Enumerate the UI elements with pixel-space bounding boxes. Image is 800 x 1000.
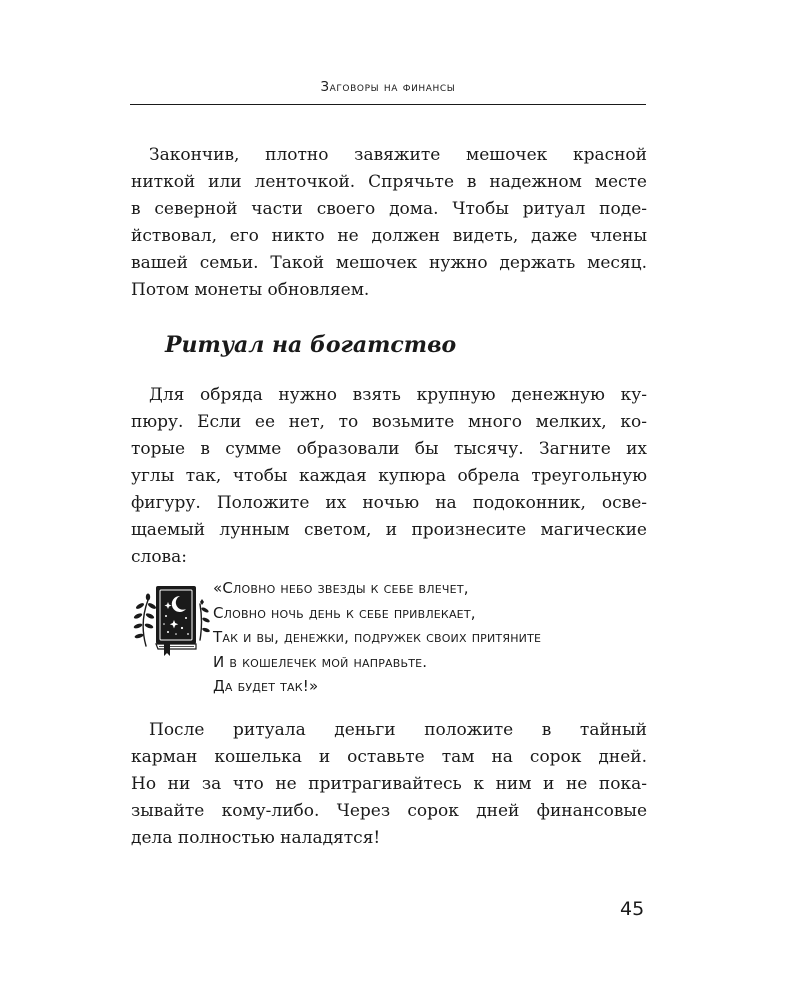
text-line: После ритуала деньги положите в тайный bbox=[149, 720, 647, 740]
text-line: Закончив, плотно завяжите мешочек красной bbox=[149, 145, 647, 165]
text-line: в северной части своего дома. Чтобы ритуал поде- bbox=[131, 199, 647, 219]
verse-line: Так и вы, денежки, подружек своих притяните bbox=[213, 628, 542, 646]
text-line: Для обряда нужно взять крупную денежную ку- bbox=[149, 385, 647, 405]
page-number: 45 bbox=[620, 898, 645, 920]
verse-line: Да будет так!» bbox=[213, 677, 319, 695]
text-line: углы так, чтобы каждая купюра обрела треугольную bbox=[131, 466, 647, 486]
text-line: фигуру. Положите их ночью на подоконник, осве- bbox=[131, 493, 647, 513]
running-head: Заговоры на финансы bbox=[320, 80, 456, 95]
spellbook-icon bbox=[130, 576, 212, 660]
verse-line: Словно ночь день к себе привлекает, bbox=[213, 603, 476, 622]
text-line: дела полностью наладятся! bbox=[131, 828, 381, 848]
text-line: щаемый лунным светом, и произнесите магические bbox=[131, 520, 647, 540]
text-line: Потом монеты обновляем. bbox=[131, 280, 370, 300]
verse-line: «Словно небо звезды к себе влечет, bbox=[213, 579, 469, 597]
text-line: йствовал, его никто не должен видеть, даже члены bbox=[131, 226, 647, 246]
text-line: вашей семьи. Такой мешочек нужно держать месяц. bbox=[131, 253, 647, 273]
verse-line: И в кошелечек мой направьте. bbox=[213, 652, 428, 671]
header-rule bbox=[130, 104, 646, 105]
paragraph-after-ritual bbox=[131, 717, 647, 852]
text-line: слова: bbox=[131, 547, 187, 567]
incantation-verse bbox=[213, 576, 541, 699]
section-title: Ритуал на богатство bbox=[165, 332, 457, 358]
text-line: карман кошелька и оставьте там на сорок дней. bbox=[131, 747, 647, 767]
text-line: ниткой или ленточкой. Спрячьте в надежном месте bbox=[131, 172, 647, 192]
text-line: зывайте кому-либо. Через сорок дней финансовые bbox=[131, 801, 647, 821]
text-line: торые в сумме образовали бы тысячу. Загните их bbox=[131, 439, 647, 459]
text-line: пюру. Если ее нет, то возьмите много мелких, ко- bbox=[131, 412, 647, 432]
text-line: Но ни за что не притрагивайтесь к ним и не пока- bbox=[131, 774, 647, 794]
paragraph-closing-bag bbox=[131, 142, 647, 304]
paragraph-ritual-instructions bbox=[131, 382, 647, 571]
